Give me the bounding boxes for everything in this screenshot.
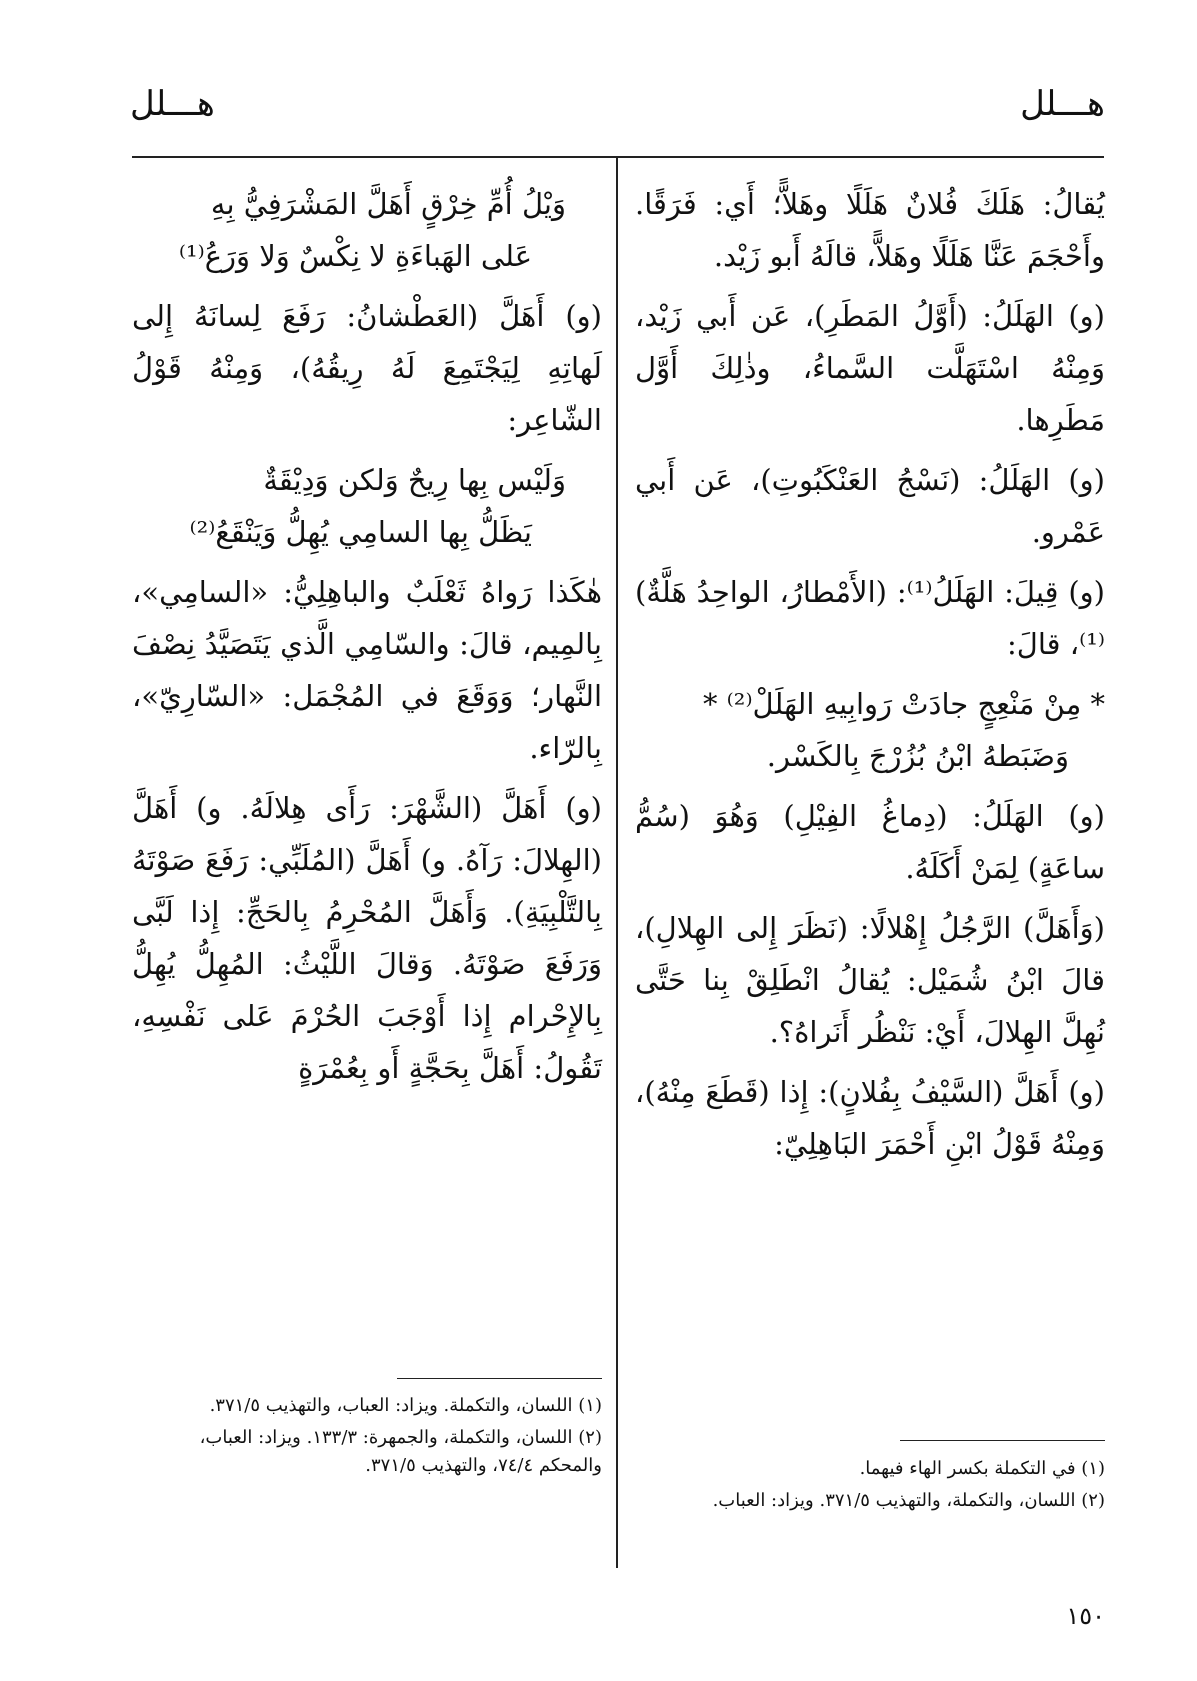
right-column — [635, 178, 1105, 1178]
verse-line: وَلَيْس بِها رِيحٌ وَلكن وَدِيْقَةٌ — [263, 463, 566, 497]
paragraph: (و) الهَلَلُ: (دِماغُ الفِيْلِ) وَهُوَ (سُمُّ ساعَةٍ) لِمَنْ أَكَلَهُ. — [635, 799, 1105, 885]
header-rule — [132, 156, 1104, 158]
footnote-rule — [397, 1378, 602, 1379]
footnotes-right — [635, 1455, 1105, 1519]
footnotes-left — [132, 1392, 602, 1484]
paragraph: (و) قِيلَ: الهَلَلُ⁽¹⁾: (الأَمْطارُ، الواحِدُ هَلَّةٌ)⁽¹⁾، قالَ: — [635, 575, 1105, 661]
page-number: ١٥٠ — [1066, 1602, 1105, 1630]
footnote: (٢) اللسان، والتكملة، والتهذيب ٣٧١/٥. ويزاد: العباب. — [712, 1490, 1105, 1511]
left-column — [132, 178, 602, 1102]
paragraph: (و) الهَلَلُ: (أَوَّلُ المَطَرِ)، عَن أَبي زَيْد، وَمِنْهُ اسْتَهَلَّت السَّماءُ، وذٰلِكَ أَوَّل مَطَرِها. — [635, 299, 1105, 437]
verse-line: * مِنْ مَنْعِجٍ جادَتْ رَوابِيهِ الهَلَلْ⁽²⁾ * — [702, 687, 1105, 721]
paragraph: (و) أَهَلَّ (السَّيْفُ بِفُلانٍ): إِذا (قَطَعَ مِنْهُ)، وَمِنْهُ قَوْلُ ابْنِ أَحْمَرَ البَاهِلِيّ: — [635, 1075, 1105, 1161]
paragraph: (و) أَهَلَّ (الشَّهْرَ: رَأَى هِلالَهُ. و) أَهَلَّ (الهِلالَ: رَآهُ. و) أَهَلَّ (المُلَبِّي: رَفَعَ صَوْتَهُ بِالتَّلْبِيَةِ). وَأَهَلَّ المُحْرِمُ بِالحَجِّ: إِذا لَبَّى وَرَفَعَ صَوْتَهُ. وَقالَ اللَّيْثُ: المُهِلُّ يُهِلُّ بِالإِحْرام إِذا أَوْجَبَ الحُرْمَ عَلى نَفْسِهِ، تَقُولُ: أَهَلَّ بِحَجَّةٍ أَو بِعُمْرَةٍ — [132, 791, 602, 1085]
headword-right: هـــلل — [1020, 84, 1105, 124]
verse-line: عَلى الهَباءَةِ لا نِكْسٌ وَلا وَرَعُ⁽¹⁾ — [178, 239, 532, 273]
footnote: (١) في التكملة بكسر الهاء فيهما. — [859, 1458, 1105, 1479]
verse-line: يَظَلُّ بِها السامِي يُهِلُّ وَيَنْقَعُ⁽²⁾ — [189, 515, 532, 549]
headword-left: هـــلل — [130, 84, 215, 124]
footnote: (١) اللسان، والتكملة. ويزاد: العباب، والتهذيب ٣٧١/٥. — [209, 1395, 602, 1416]
paragraph: (و) الهَلَلُ: (نَسْجُ العَنْكَبُوتِ)، عَن أَبي عَمْرو. — [635, 463, 1105, 549]
paragraph: هٰكَذا رَواهُ ثَعْلَبٌ والباهِلِيُّ: «السامِي»، بِالمِيم، قالَ: والسّامِي الَّذي يَتَصَيَّدُ نِصْفَ النَّهار؛ وَوَقَعَ في المُجْمَل: «السّارِيّ»، بِالرّاء. — [132, 575, 602, 765]
paragraph: يُقالُ: هَلَكَ فُلانٌ هَلَلًا وهَلاًّ؛ أَي: فَرَقًا. وأَحْجَمَ عَنَّا هَلَلًا وهَلاًّ، قالَهُ أَبو زَيْد. — [635, 187, 1105, 273]
column-divider — [616, 158, 618, 1568]
paragraph: وَضَبَطهُ ابْنُ بُزُرْجَ بِالكَسْر. — [766, 739, 1069, 773]
paragraph: (وَأَهَلَّ) الرَّجُلُ إِهْلالًا: (نَظَرَ إِلى الهِلالِ)، قالَ ابْنُ شُمَيْل: يُقالُ انْطَلِقْ بِنا حَتَّى نُهِلَّ الهِلالَ، أَيْ: نَنْظُر أَنَراهُ؟. — [635, 911, 1105, 1049]
running-header — [130, 84, 1105, 144]
footnote: (٢) اللسان، والتكملة، والجمهرة: ١٣٣/٣. ويزاد: العباب، والمحكم ٧٤/٤، والتهذيب ٣٧١/٥. — [199, 1427, 602, 1476]
paragraph: (و) أَهَلَّ (العَطْشانُ: رَفَعَ لِسانَهُ إِلى لَهاتِهِ لِيَجْتَمِعَ لَهُ رِيقُهُ)، وَمِنْهُ قَوْلُ الشّاعِر: — [132, 299, 602, 437]
footnote-rule — [900, 1440, 1105, 1441]
verse-line: وَيْلُ أُمِّ خِرْقٍ أَهَلَّ المَشْرَفِيُّ بِهِ — [210, 187, 566, 221]
